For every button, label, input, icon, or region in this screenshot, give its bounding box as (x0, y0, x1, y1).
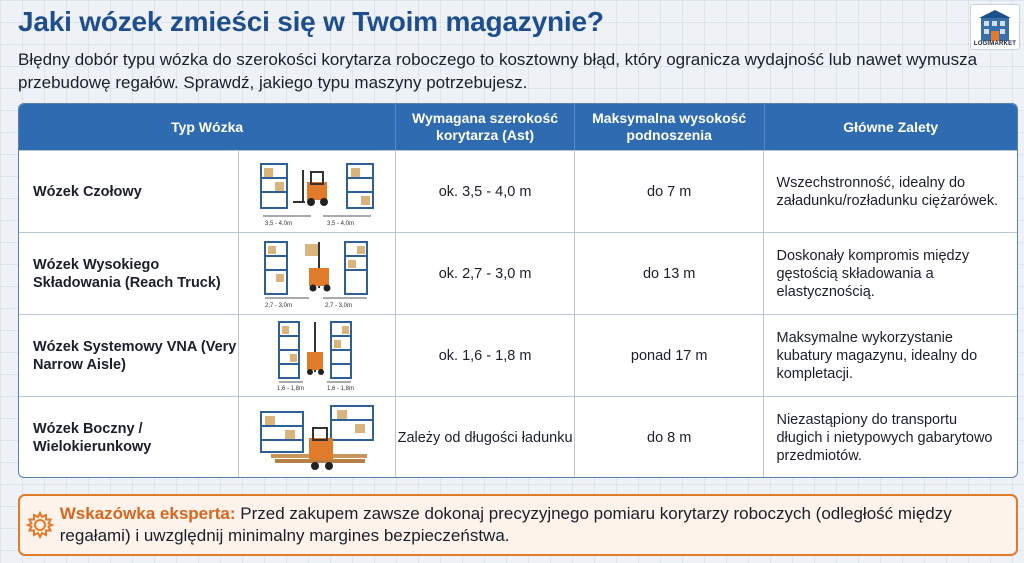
page-subtitle: Błędny dobór typu wózka do szerokości korytarza roboczego to kosztowny błąd, który ogranicza wydajność lub nawet wymusza przebudowę regałów. Sprawdź, jakiego typu maszyny potrzebujesz. (18, 50, 978, 92)
table-row (19, 314, 1017, 396)
logo-text: LOGIMARKET (973, 41, 1017, 47)
aisle-dim-label: 1,6 - 1,8m (326, 385, 354, 392)
expert-tip-label: Wskazówka eksperta: (59, 504, 236, 523)
lift-height-value: do 13 m (575, 233, 765, 314)
forklift-type-name: Wózek Boczny / Wielokierunkowy (19, 397, 239, 478)
advantages-text: Doskonały kompromis między gęstością składowania a elastycznością. (776, 247, 970, 300)
forklift-illustration-cell (239, 397, 397, 478)
counterbalance-forklift-icon (257, 156, 377, 228)
aisle-dim-label: 3,5 - 4,0m (264, 220, 292, 227)
forklift-type-name: Wózek Wysokiego Składowania (Reach Truck) (19, 233, 239, 314)
column-header-type: Typ Wózka (19, 104, 396, 150)
forklift-type-name: Wózek Czołowy (19, 151, 239, 232)
column-header-lift: Maksymalna wysokość podnoszenia (575, 104, 765, 150)
advantages-text: Wszechstronność, idealny do załadunku/rozładunku ciężarówek. (776, 174, 999, 209)
lift-height-value: do 7 m (575, 151, 765, 232)
reach-truck-icon (257, 238, 377, 310)
aisle-width-value: ok. 3,5 - 4,0 m (396, 151, 575, 232)
column-header-advantages: Główne Zalety (843, 118, 939, 135)
expert-tip-text (60, 503, 1016, 547)
aisle-dim-label: 1,6 - 1,8m (276, 385, 304, 392)
sideloader-forklift-icon (257, 402, 377, 474)
table-row (19, 150, 1017, 232)
forklift-illustration-cell (239, 233, 397, 314)
gear-icon (20, 510, 60, 540)
warehouse-building-icon (975, 9, 1015, 41)
aisle-width-value: Zależy od długości ładunku (396, 397, 575, 478)
advantages-text: Maksymalne wykorzystanie kubatury magazynu, idealny do kompletacji. (776, 329, 978, 382)
aisle-dim-label: 2,7 - 3,0m (264, 302, 292, 309)
forklift-comparison-table (18, 103, 1018, 478)
logimarket-logo (970, 4, 1020, 50)
advantages-text: Niezastąpiony do transportu długich i nietypowych gabarytowo przedmiotów. (776, 412, 993, 464)
lift-height-value: ponad 17 m (575, 315, 765, 396)
aisle-dim-label: 3,5 - 4,0m (326, 220, 354, 227)
aisle-width-value: ok. 1,6 - 1,8 m (396, 315, 575, 396)
forklift-illustration-cell (239, 315, 397, 396)
expert-tip-body: Przed zakupem zawsze dokonaj precyzyjnego pomiaru korytarzy roboczych (odległość między regałami) i uwzględnij minimalny margines bezpieczeństwa. (59, 504, 952, 545)
expert-tip-box (18, 494, 1018, 556)
aisle-width-value: ok. 2,7 - 3,0 m (396, 233, 575, 314)
table-row (19, 396, 1017, 478)
lift-height-value: do 8 m (575, 397, 765, 478)
page-title: Jaki wózek zmieści się w Twoim magazynie? (18, 6, 604, 37)
aisle-dim-label: 2,7 - 3,0m (324, 302, 352, 309)
column-header-ast: Wymagana szerokość korytarza (Ast) (396, 104, 575, 150)
forklift-type-name: Wózek Systemowy VNA (Very Narrow Aisle) (19, 315, 239, 396)
table-header (19, 104, 1017, 150)
vna-truck-icon (257, 320, 377, 392)
table-row (19, 232, 1017, 314)
forklift-illustration-cell (239, 151, 397, 232)
